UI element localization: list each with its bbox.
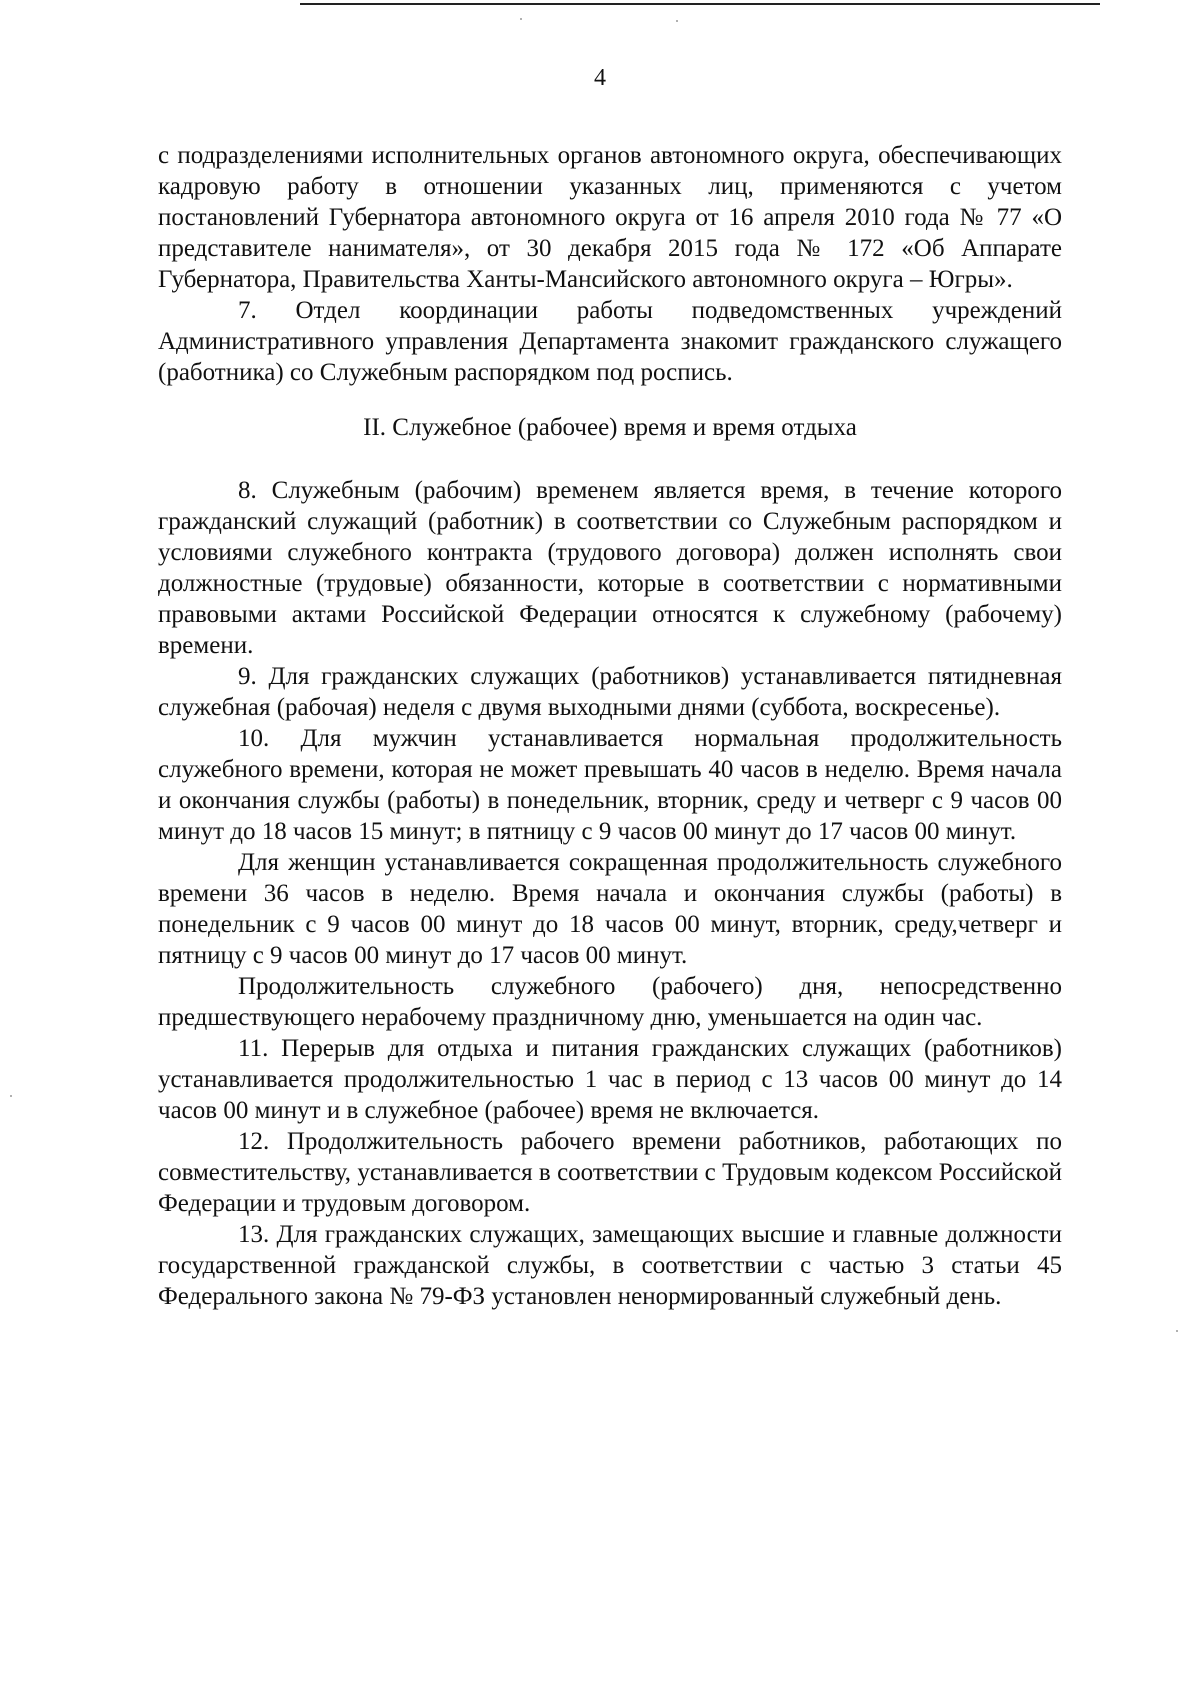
document-body bbox=[158, 140, 1062, 1312]
scan-speck bbox=[676, 20, 678, 22]
paragraph-continuation: с подразделениями исполнительных органов автономного округа, обеспечивающих кадровую работу в отношении указанных лиц, применяются с учетом постановлений Губернатора автономного округа от 16 апреля 2010 года № 77 «О представителе нанимателя», от 30 декабря 2015 года № 172 «Об Аппарате Губернатора, Правительства Ханты-Мансийского автономного округа – Югры». bbox=[158, 142, 1062, 293]
page-number: 4 bbox=[594, 65, 606, 91]
paragraph-10: 10. Для мужчин устанавливается нормальная продолжительность служебного времени, которая не может превышать 40 часов в неделю. Время начала и окончания службы (работы) в понедельник, вторник, среду и четверг с 9 часов 00 минут до 18 часов 15 минут; в пятницу с 9 часов 00 минут до 17 часов 00 минут. bbox=[158, 725, 1062, 845]
scan-speck bbox=[1176, 1330, 1178, 1332]
paragraph-13: 13. Для гражданских служащих, замещающих высшие и главные должности государственной гражданской службы, в соответствии с частью 3 статьи 45 Федерального закона № 79-ФЗ установлен ненормированный служебный день. bbox=[158, 1221, 1062, 1310]
paragraph-10-holiday: Продолжительность служебного (рабочего) дня, непосредственно предшествующего нерабочему праздничному дню, уменьшается на один час. bbox=[158, 973, 1062, 1031]
scan-speck bbox=[520, 18, 522, 20]
paragraph-11: 11. Перерыв для отдыха и питания гражданских служащих (работников) устанавливается продолжительностью 1 час в период с 13 часов 00 минут до 14 часов 00 минут и в служебное (рабочее) время не включается. bbox=[158, 1035, 1062, 1124]
paragraph-7: 7. Отдел координации работы подведомственных учреждений Административного управления Департамента знакомит гражданского служащего (работника) со Служебным распорядком под роспись. bbox=[158, 297, 1062, 386]
section-heading: II. Служебное (рабочее) время и время отдыха bbox=[363, 414, 857, 441]
paragraph-8: 8. Служебным (рабочим) временем является время, в течение которого гражданский служащий (работник) в соответствии со Служебным распорядком и условиями служебного контракта (трудового договора) должен исполнять свои должностные (трудовые) обязанности, которые в соответствии с нормативными правовыми актами Российской Федерации относятся к служебному (рабочему) времени. bbox=[158, 477, 1062, 659]
paragraph-12: 12. Продолжительность рабочего времени работников, работающих по совместительству, устанавливается в соответствии с Трудовым кодексом Российской Федерации и трудовым договором. bbox=[158, 1128, 1062, 1217]
scan-top-rule bbox=[300, 3, 1100, 5]
scan-speck bbox=[10, 1095, 12, 1097]
paragraph-10-women: Для женщин устанавливается сокращенная продолжительность служебного времени 36 часов в неделю. Время начала и окончания службы (работы) в понедельник с 9 часов 00 минут до 18 часов 00 минут, вторник, среду,четверг и пятницу с 9 часов 00 минут до 17 часов 00 минут. bbox=[158, 849, 1062, 969]
paragraph-9: 9. Для гражданских служащих (работников) устанавливается пятидневная служебная (рабочая) неделя с двумя выходными днями (суббота, воскресенье). bbox=[158, 663, 1062, 721]
